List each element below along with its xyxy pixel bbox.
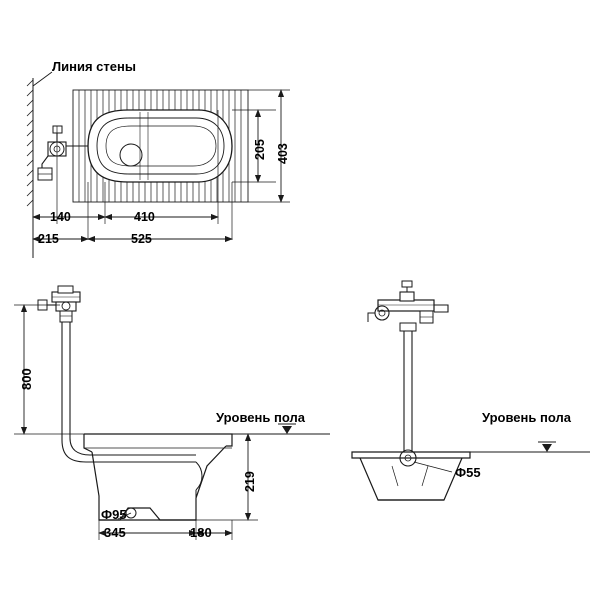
floor-level-left-label: Уровень пола [216, 410, 305, 425]
floor-level-right-label: Уровень пола [482, 410, 571, 425]
dim-140-label: 140 [50, 210, 71, 224]
wall-line-label: Линия стены [52, 59, 136, 74]
dim-219-label: 219 [243, 471, 257, 492]
dim-525-label: 525 [131, 232, 152, 246]
dim-215-label: 215 [38, 232, 59, 246]
dim-180-label: 180 [190, 525, 212, 540]
dim-800-label: 800 [19, 368, 34, 390]
dim-403-label: 403 [276, 143, 290, 164]
dim-410-label: 410 [134, 210, 155, 224]
dim-205-label: 205 [253, 139, 267, 160]
dim-345-label: 345 [104, 525, 126, 540]
dim-d55-label: Ф55 [455, 465, 481, 480]
dim-d95-label: Ф95 [101, 507, 127, 522]
